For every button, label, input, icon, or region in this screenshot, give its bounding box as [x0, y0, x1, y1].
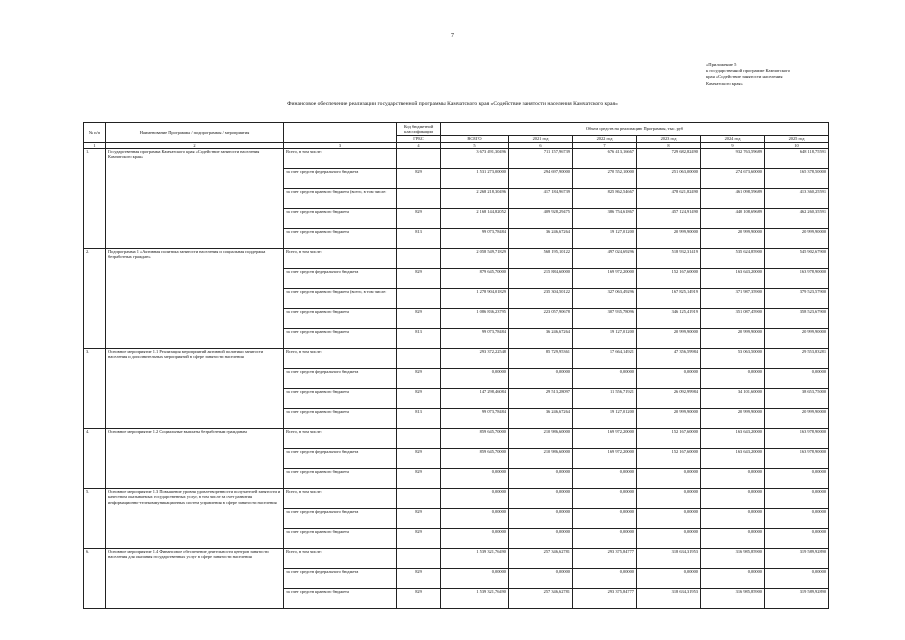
header-name: Наименование Программы / подпрограммы / мероприятия: [106, 123, 284, 143]
amount-year: 319 589,92890: [765, 549, 829, 569]
amount-year: 0,00000: [573, 569, 637, 589]
amount-year: 535 624,85900: [701, 249, 765, 269]
amount-year: 270 552,10000: [573, 169, 637, 189]
amount-total: 859 645,70000: [441, 449, 509, 469]
amount-year: 169 972,20000: [573, 269, 637, 289]
amount-year: 0,00000: [573, 469, 637, 489]
amount-year: 20 999,90000: [637, 229, 701, 249]
amount-year: 235 304,50122: [509, 289, 573, 309]
funding-source: за счет средств краевого бюджета: [284, 229, 397, 249]
amount-year: 20 999,90000: [765, 329, 829, 349]
table-header: [84, 123, 829, 149]
funding-source: за счет средств краевого бюджета: [284, 209, 397, 229]
program-name: Основное мероприятие 1.4 Финансовое обеспечение деятельности центров занятости населения для оказания государственных услуг в сфере занятости населения: [106, 549, 284, 609]
amount-total: 1 278 904,01829: [441, 289, 509, 309]
amount-year: 26 092,99984: [637, 389, 701, 409]
header-source: [284, 123, 397, 143]
amount-year: 163 978,90000: [765, 269, 829, 289]
grbs-code: 829: [397, 509, 441, 529]
amount-year: 825 862,54667: [573, 189, 637, 209]
amount-year: 251 063,00000: [637, 169, 701, 189]
row-number: 5.: [84, 489, 106, 549]
header-year-2024: 2024 год: [701, 136, 765, 143]
program-name: Основное мероприятие 1.1 Реализация мероприятий активной политики занятости населения и дополнительных мероприятий в сфере занятости населения: [106, 349, 284, 429]
header-grbs: ГРБС: [397, 136, 441, 143]
table-row: [84, 249, 829, 269]
amount-year: 351 087,45900: [701, 309, 765, 329]
funding-source: Всего, в том числе:: [284, 489, 397, 509]
amount-year: 19 127,01200: [573, 409, 637, 429]
amount-year: 711 157,96739: [509, 149, 573, 169]
grbs-code: [397, 189, 441, 209]
appendix-line: Камчатского края»: [706, 80, 743, 86]
amount-year: 36 246,67264: [509, 409, 573, 429]
amount-year: 417 184,96739: [509, 189, 573, 209]
funding-source: Всего, в том числе:: [284, 549, 397, 569]
amount-year: 0,00000: [509, 509, 573, 529]
grbs-code: [397, 289, 441, 309]
amount-year: 0,00000: [637, 569, 701, 589]
amount-total: 147 298,46084: [441, 389, 509, 409]
amount-year: 163 643,20000: [701, 429, 765, 449]
table-row: [84, 429, 829, 449]
amount-year: 0,00000: [701, 469, 765, 489]
amount-year: 36 246,67264: [509, 329, 573, 349]
grbs-code: [397, 489, 441, 509]
funding-source: Всего, в том числе:: [284, 429, 397, 449]
amount-year: 152 167,60000: [637, 269, 701, 289]
column-number: 3: [284, 143, 397, 149]
funding-source: за счет средств федерального бюджета: [284, 509, 397, 529]
grbs-code: 829: [397, 269, 441, 289]
page-number: 7: [451, 33, 454, 39]
row-number: 2.: [84, 249, 106, 349]
row-number: 6.: [84, 549, 106, 609]
amount-year: 20 999,90000: [765, 229, 829, 249]
funding-source: за счет средств краевого бюджета: [284, 529, 397, 549]
amount-year: 0,00000: [701, 369, 765, 389]
grbs-code: 829: [397, 369, 441, 389]
amount-year: 0,00000: [509, 469, 573, 489]
amount-year: 0,00000: [765, 569, 829, 589]
amount-total: 2 168 144,82052: [441, 209, 509, 229]
funding-source: за счет средств федерального бюджета: [284, 369, 397, 389]
amount-year: 676 413,16667: [573, 149, 637, 169]
column-number: 10: [765, 143, 829, 149]
grbs-code: 829: [397, 569, 441, 589]
amount-year: 36 246,67264: [509, 229, 573, 249]
amount-year: 729 682,82490: [637, 149, 701, 169]
amount-year: 47 356,59984: [637, 349, 701, 369]
grbs-code: 813: [397, 329, 441, 349]
amount-year: 0,00000: [765, 489, 829, 509]
amount-year: 307 935,78096: [573, 309, 637, 329]
amount-year: 169 972,20000: [573, 449, 637, 469]
amount-year: 294 697,90000: [509, 169, 573, 189]
appendix-line: «Приложение 5: [706, 62, 737, 67]
funding-source: за счет средств федерального бюджета: [284, 269, 397, 289]
amount-year: 327 063,49296: [573, 289, 637, 309]
amount-year: 163 643,20000: [701, 449, 765, 469]
document-title: Финансовое обеспечение реализации государственной программы Камчатского края «Содействие занятости населения Камчатского края»: [287, 101, 618, 107]
column-number: 8: [637, 143, 701, 149]
financing-table: [83, 122, 829, 609]
amount-total: 99 073,78484: [441, 409, 509, 429]
amount-year: 371 987,35900: [701, 289, 765, 309]
grbs-code: 813: [397, 229, 441, 249]
amount-year: 478 621,82490: [637, 189, 701, 209]
header-no: № п/п: [84, 123, 106, 143]
amount-total: 1 539 321,76490: [441, 589, 509, 609]
amount-year: 257 346,62781: [509, 549, 573, 569]
amount-year: 274 673,60000: [701, 169, 765, 189]
amount-year: 0,00000: [765, 369, 829, 389]
funding-source: за счет средств краевого бюджета: [284, 589, 397, 609]
amount-year: 20 999,90000: [637, 409, 701, 429]
grbs-code: 829: [397, 309, 441, 329]
amount-total: 0,00000: [441, 569, 509, 589]
amount-year: 257 346,62781: [509, 589, 573, 609]
amount-year: 163 978,90000: [765, 429, 829, 449]
amount-year: 152 167,60000: [637, 429, 701, 449]
amount-year: 386 754,61867: [573, 209, 637, 229]
amount-year: 163 978,90000: [765, 449, 829, 469]
amount-year: 0,00000: [573, 489, 637, 509]
amount-year: 0,00000: [637, 489, 701, 509]
amount-year: 29 513,28097: [509, 389, 573, 409]
amount-total: 2 058 549,71829: [441, 249, 509, 269]
grbs-code: [397, 349, 441, 369]
amount-total: 2 268 218,30496: [441, 189, 509, 209]
funding-source: за счет средств федерального бюджета: [284, 449, 397, 469]
amount-year: 152 167,60000: [637, 449, 701, 469]
amount-year: 0,00000: [637, 469, 701, 489]
amount-year: 0,00000: [637, 369, 701, 389]
appendix-note: [706, 62, 896, 87]
grbs-code: [397, 249, 441, 269]
amount-year: 318 634,31953: [637, 589, 701, 609]
amount-year: 648 118,75591: [765, 149, 829, 169]
header-year-2021: 2021 год: [509, 136, 573, 143]
header-total: ВСЕГО: [441, 136, 509, 143]
amount-year: 20 999,90000: [637, 329, 701, 349]
amount-year: 0,00000: [765, 469, 829, 489]
funding-source: за счет средств краевого бюджета: [284, 309, 397, 329]
grbs-code: 829: [397, 449, 441, 469]
amount-total: 1 531 273,00000: [441, 169, 509, 189]
amount-year: 163 643,20000: [701, 269, 765, 289]
row-number: 1.: [84, 149, 106, 249]
amount-year: 293 375,84777: [573, 589, 637, 609]
header-volume: Объем средств на реализацию Программы, тыс. руб: [441, 123, 829, 136]
table-row: [84, 349, 829, 369]
column-number: 4: [397, 143, 441, 149]
amount-year: 316 985,85900: [701, 589, 765, 609]
amount-year: 0,00000: [509, 489, 573, 509]
column-number: 5: [441, 143, 509, 149]
grbs-code: 829: [397, 589, 441, 609]
column-number: 6: [509, 143, 573, 149]
row-number: 4.: [84, 429, 106, 489]
amount-year: 34 101,60000: [701, 389, 765, 409]
amount-total: 1 086 836,23795: [441, 309, 509, 329]
amount-year: 20 999,90000: [765, 409, 829, 429]
column-number: 2: [106, 143, 284, 149]
amount-total: 1 539 321,76490: [441, 549, 509, 569]
funding-source: за счет средств краевого бюджета: [284, 469, 397, 489]
amount-year: 358 523,67900: [765, 309, 829, 329]
amount-year: 215 884,60000: [509, 269, 573, 289]
row-number: 3.: [84, 349, 106, 429]
amount-total: 0,00000: [441, 509, 509, 529]
table-row: [84, 149, 829, 169]
amount-year: 462 260,35591: [765, 209, 829, 229]
amount-year: 0,00000: [701, 509, 765, 529]
amount-total: 879 645,70000: [441, 269, 509, 289]
amount-year: 461 098,59689: [701, 189, 765, 209]
amount-year: 210 986,60000: [509, 449, 573, 469]
amount-year: 319 589,92890: [765, 589, 829, 609]
amount-year: 169 972,20000: [573, 429, 637, 449]
amount-year: 568 195,10122: [509, 249, 573, 269]
grbs-code: 829: [397, 469, 441, 489]
grbs-code: [397, 549, 441, 569]
table-body: [84, 149, 829, 609]
amount-year: 11 556,71921: [573, 389, 637, 409]
column-number: 1: [84, 143, 106, 149]
amount-year: 19 127,01200: [573, 329, 637, 349]
amount-year: 17 664,14921: [573, 349, 637, 369]
header-code: Код бюджетной классификации: [397, 123, 441, 136]
grbs-code: 829: [397, 389, 441, 409]
amount-year: 413 360,25591: [765, 189, 829, 209]
amount-year: 165 378,50000: [765, 169, 829, 189]
funding-source: за счет средств федерального бюджета: [284, 569, 397, 589]
amount-year: 497 024,69296: [573, 249, 637, 269]
amount-total: 99 073,78484: [441, 229, 509, 249]
funding-source: Всего, в том числе:: [284, 149, 397, 169]
funding-source: за счет средств краевого бюджета: [284, 409, 397, 429]
amount-year: 167 825,14919: [637, 289, 701, 309]
amount-year: 20 999,90000: [701, 229, 765, 249]
amount-year: 0,00000: [701, 489, 765, 509]
amount-year: 409 928,29475: [509, 209, 573, 229]
grbs-code: 829: [397, 169, 441, 189]
grbs-code: 813: [397, 409, 441, 429]
amount-total: 0,00000: [441, 489, 509, 509]
amount-year: 20 999,90000: [701, 329, 765, 349]
funding-source: Всего, в том числе:: [284, 349, 397, 369]
amount-total: 99 073,78484: [441, 329, 509, 349]
amount-total: 0,00000: [441, 369, 509, 389]
amount-year: 53 063,50000: [701, 349, 765, 369]
amount-year: 293 375,84777: [573, 549, 637, 569]
funding-source: за счет средств федерального бюджета: [284, 169, 397, 189]
amount-year: 440 108,69689: [701, 209, 765, 229]
program-name: Подпрограмма 1 «Активная политика занятости населения и социальная поддержка безработных граждан»: [106, 249, 284, 349]
amount-year: 0,00000: [573, 369, 637, 389]
amount-year: 0,00000: [637, 509, 701, 529]
header-year-2022: 2022 год: [573, 136, 637, 143]
column-number: 7: [573, 143, 637, 149]
amount-year: 545 902,67900: [765, 249, 829, 269]
funding-source: за счет средств краевого бюджета (всего, в том числе:: [284, 289, 397, 309]
program-name: Основное мероприятие 1.3 Повышение уровня удовлетворенности получателей занятости и качеством оказываемых государственных услуг, в том числе за счет развития информационно-телекоммуникационных систем управления в сфере занятости населения: [106, 489, 284, 549]
funding-source: за счет средств краевого бюджета: [284, 329, 397, 349]
program-name: Государственная программа Камчатского края «Содействие занятости населения Камчатского края»: [106, 149, 284, 249]
amount-year: 210 986,60000: [509, 429, 573, 449]
funding-source: за счет средств краевого бюджета (всего, в том числе:: [284, 189, 397, 209]
amount-year: 0,00000: [509, 529, 573, 549]
amount-year: 0,00000: [701, 529, 765, 549]
program-name: Основное мероприятие 1.2 Социальные выплаты безработным гражданам: [106, 429, 284, 489]
amount-year: 457 124,91490: [637, 209, 701, 229]
amount-year: 0,00000: [509, 369, 573, 389]
amount-total: 859 645,70000: [441, 429, 509, 449]
amount-year: 932 763,59689: [701, 149, 765, 169]
amount-year: 38 653,75000: [765, 389, 829, 409]
grbs-code: [397, 429, 441, 449]
appendix-line: к государственной программе Камчатского: [706, 68, 791, 74]
amount-year: 318 634,31953: [637, 549, 701, 569]
amount-year: 223 057,90678: [509, 309, 573, 329]
amount-year: 0,00000: [765, 529, 829, 549]
amount-total: 0,00000: [441, 529, 509, 549]
amount-year: 0,00000: [573, 509, 637, 529]
funding-source: Всего, в том числе:: [284, 249, 397, 269]
header-year-2025: 2025 год: [765, 136, 829, 143]
grbs-code: 829: [397, 529, 441, 549]
amount-total: 3 673 491,30496: [441, 149, 509, 169]
table-row: [84, 549, 829, 569]
amount-year: 20 999,90000: [701, 409, 765, 429]
grbs-code: [397, 149, 441, 169]
column-number: 9: [701, 143, 765, 149]
amount-year: 19 127,01200: [573, 229, 637, 249]
header-year-2023: 2023 год: [637, 136, 701, 143]
amount-year: 85 729,95361: [509, 349, 573, 369]
appendix-line: края «Содействие занятости населения: [706, 74, 783, 80]
amount-year: 0,00000: [701, 569, 765, 589]
table-row: [84, 489, 829, 509]
amount-year: 0,00000: [573, 529, 637, 549]
amount-year: 0,00000: [509, 569, 573, 589]
amount-year: 346 125,41919: [637, 309, 701, 329]
amount-year: 518 932,31419: [637, 249, 701, 269]
amount-year: 29 553,83281: [765, 349, 829, 369]
amount-total: 293 372,22548: [441, 349, 509, 369]
grbs-code: 829: [397, 209, 441, 229]
amount-year: 0,00000: [637, 529, 701, 549]
funding-source: за счет средств краевого бюджета: [284, 389, 397, 409]
amount-year: 0,00000: [765, 509, 829, 529]
amount-total: 0,00000: [441, 469, 509, 489]
amount-year: 316 985,85900: [701, 549, 765, 569]
amount-year: 379 523,57900: [765, 289, 829, 309]
